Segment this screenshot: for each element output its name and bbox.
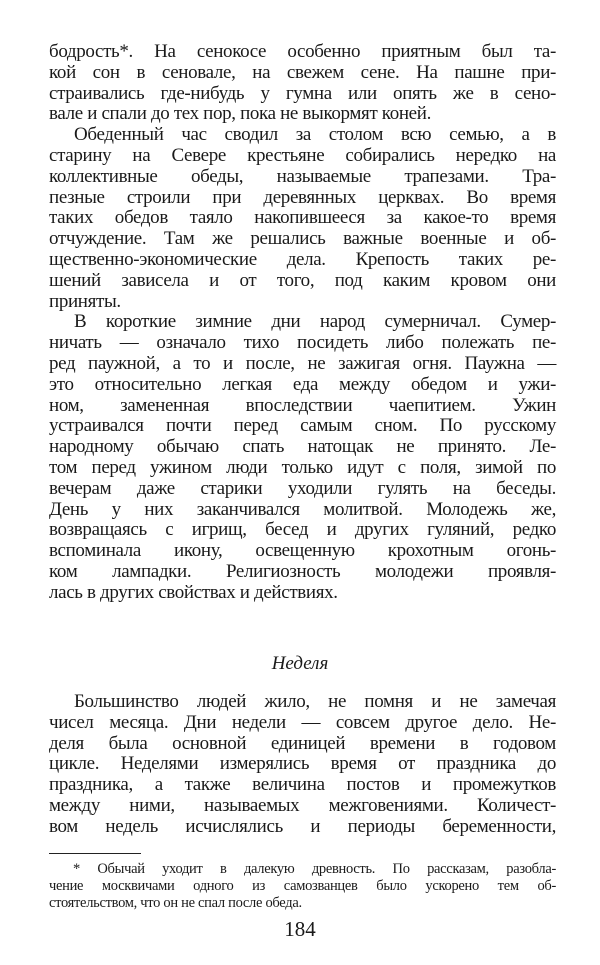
text-line: возвращаясь с игрищ, бесед и других гуляний, редко bbox=[49, 519, 556, 541]
text-line: вспоминала икону, освещенную крохотным огонь- bbox=[49, 540, 556, 562]
text-line: Большинство людей жило, не помня и не замечая bbox=[74, 691, 556, 712]
text-line: устраивался почти перед самым сном. По русскому bbox=[49, 415, 556, 437]
body-text bbox=[49, 42, 556, 604]
footnote-divider bbox=[49, 853, 141, 854]
section-paragraph bbox=[49, 692, 556, 838]
text-line: коллективные обеды, называемые трапезами. Тра- bbox=[49, 165, 556, 187]
text-line: ред паужной, а то и после, не зажигая огня. Паужна — bbox=[49, 352, 556, 374]
text-line: Обеденный час сводил за столом всю семью, а в bbox=[74, 124, 556, 146]
text-line: деля была основной единицей времени в годовом bbox=[49, 732, 556, 754]
text-line: приняты. bbox=[49, 290, 121, 312]
text-line: День у них заканчивался молитвой. Молодежь же, bbox=[49, 498, 556, 520]
text-line: пезные строили при деревянных церквах. Во время bbox=[49, 186, 556, 208]
text-line: стоятельством, что он не спал после обеда. bbox=[49, 895, 302, 911]
text-line: цикле. Неделями измерялись время от праздника до bbox=[49, 753, 556, 775]
text-line: праздника, а также величина постов и промежутков bbox=[49, 774, 556, 796]
paragraph bbox=[49, 125, 556, 312]
text-line: ком лампадки. Религиозность молодежи проявля- bbox=[49, 560, 556, 582]
text-line: кой сон в сеновале, на свежем сене. На пашне при- bbox=[49, 61, 556, 83]
footnote bbox=[49, 861, 556, 912]
text-line: старину на Севере крестьяне собирались нередко на bbox=[49, 144, 556, 166]
text-line: страивались где-нибудь у гумна или опять же в сено- bbox=[49, 82, 556, 104]
page-number: 184 bbox=[284, 917, 316, 941]
paragraph bbox=[49, 312, 556, 603]
paragraph bbox=[49, 42, 556, 125]
section-heading: Неделя bbox=[271, 653, 329, 674]
text-line: таких обедов таяло накопившееся за какое-то время bbox=[49, 207, 556, 229]
text-line: * Обычай уходит в далекую древность. По рассказам, разобла- bbox=[73, 861, 556, 877]
text-line: вечерам даже старики уходили гулять на беседы. bbox=[49, 477, 556, 499]
text-line: шений зависела и от того, под каким кровом они bbox=[49, 269, 556, 291]
text-line: отчуждение. Там же решались важные военные и об- bbox=[49, 228, 556, 250]
text-line: В короткие зимние дни народ сумерничал. Сумер- bbox=[74, 311, 556, 333]
text-line: вом недель исчислялись и периоды беременности, bbox=[49, 815, 556, 837]
text-line: вале и спали до тех пор, пока не выкормят коней. bbox=[49, 103, 431, 125]
text-line: чение москвичами одного из самозванцев было ускорено тем об- bbox=[49, 878, 556, 894]
text-line: ном, замененная впоследствии чаепитием. Ужин bbox=[49, 394, 556, 416]
text-line: бодрость*. На сенокосе особенно приятным был та- bbox=[49, 41, 556, 62]
text-line: щественно-экономические дела. Крепость таких ре- bbox=[49, 248, 556, 270]
text-line: том перед ужином люди только идут с поля, зимой по bbox=[49, 456, 556, 478]
text-line: народному обычаю спать натощак не принято. Ле- bbox=[49, 436, 556, 458]
text-line: лась в других свойствах и действиях. bbox=[49, 581, 338, 603]
text-line: ничать — означало тихо посидеть либо полежать пе- bbox=[49, 332, 556, 354]
text-line: между ними, называемых межговениями. Количест- bbox=[49, 794, 556, 816]
text-line: это относительно легкая еда между обедом и ужи- bbox=[49, 373, 556, 395]
text-line: чисел месяца. Дни недели — совсем другое дело. Не- bbox=[49, 711, 556, 733]
